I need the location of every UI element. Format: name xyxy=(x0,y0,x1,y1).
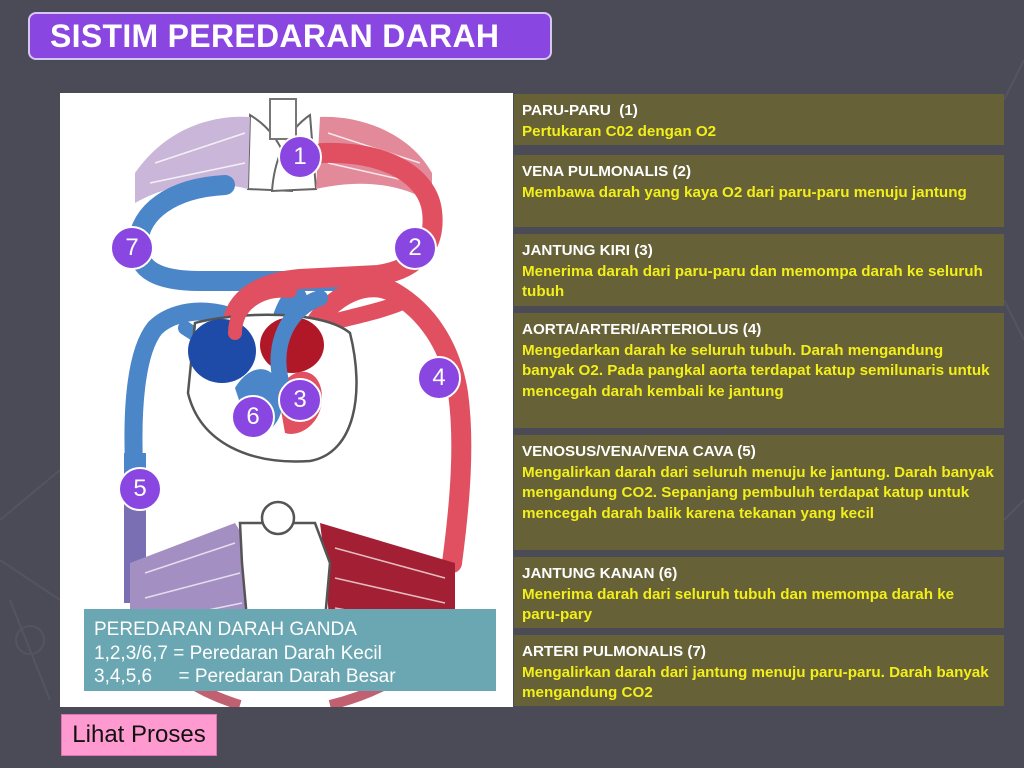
panel-heading: ARTERI PULMONALIS (7) xyxy=(522,643,706,660)
panel-heading: JANTUNG KANAN (6) xyxy=(522,565,678,582)
marker-5[interactable]: 5 xyxy=(118,467,162,511)
panel-text: Mengalirkan darah dari jantung menuju paru-paru. Darah banyak mengandung CO2 xyxy=(522,663,989,701)
marker-3[interactable]: 3 xyxy=(278,378,322,422)
panel-text: Mengedarkan darah ke seluruh tubuh. Darah mengandung banyak O2. Pada pangkal aorta terdapat katup semilunaris untuk mencegah darah kembali ke jantung xyxy=(522,341,990,400)
panel-text: Menerima darah dari seluruh tubuh dan memompa darah ke paru-pary xyxy=(522,585,955,623)
panel-arteri-pulmonalis xyxy=(514,635,1004,706)
marker-1[interactable]: 1 xyxy=(278,135,322,179)
panel-jantung-kanan xyxy=(514,557,1004,628)
right-atrium xyxy=(188,319,256,383)
panel-jantung-kiri xyxy=(514,234,1004,306)
panel-heading: PARU-PARU (1) xyxy=(522,102,638,119)
panel-text: Pertukaran C02 dengan O2 xyxy=(522,122,717,140)
legend-box xyxy=(84,609,496,691)
legend-title: PEREDARAN DARAH GANDA xyxy=(94,619,357,640)
marker-6[interactable]: 6 xyxy=(231,395,275,439)
panel-text: Mengalirkan darah dari seluruh menuju ke jantung. Darah banyak mengandung CO2. Sepanjang pembuluh terdapat katup untuk mencegah darah balik karena tekanan yang kecil xyxy=(522,463,994,522)
marker-4[interactable]: 4 xyxy=(417,356,461,400)
panel-heading: JANTUNG KIRI (3) xyxy=(522,242,653,259)
panel-text: Membawa darah yang kaya O2 dari paru-paru menuju jantung xyxy=(522,183,967,201)
page-title: SISTIM PEREDARAN DARAH xyxy=(28,12,552,60)
panel-heading: VENA PULMONALIS (2) xyxy=(522,163,692,180)
legend-line-small-circulation: 1,2,3/6,7 = Peredaran Darah Kecil xyxy=(94,642,382,664)
panel-paru-paru xyxy=(514,94,1004,145)
panel-vena-cava xyxy=(514,435,1004,550)
marker-2[interactable]: 2 xyxy=(393,226,437,270)
panel-heading: AORTA/ARTERI/ARTERIOLUS (4) xyxy=(522,321,762,338)
marker-7[interactable]: 7 xyxy=(110,226,154,270)
panel-heading: VENOSUS/VENA/VENA CAVA (5) xyxy=(522,443,756,460)
panel-aorta xyxy=(514,313,1004,428)
legend-line-large-circulation: 3,4,5,6 = Peredaran Darah Besar xyxy=(94,666,396,687)
lihat-proses-button[interactable]: Lihat Proses xyxy=(61,714,217,756)
panel-text: Menerima darah dari paru-paru dan memompa darah ke seluruh tubuh xyxy=(522,262,983,300)
panel-vena-pulmonalis xyxy=(514,155,1004,227)
